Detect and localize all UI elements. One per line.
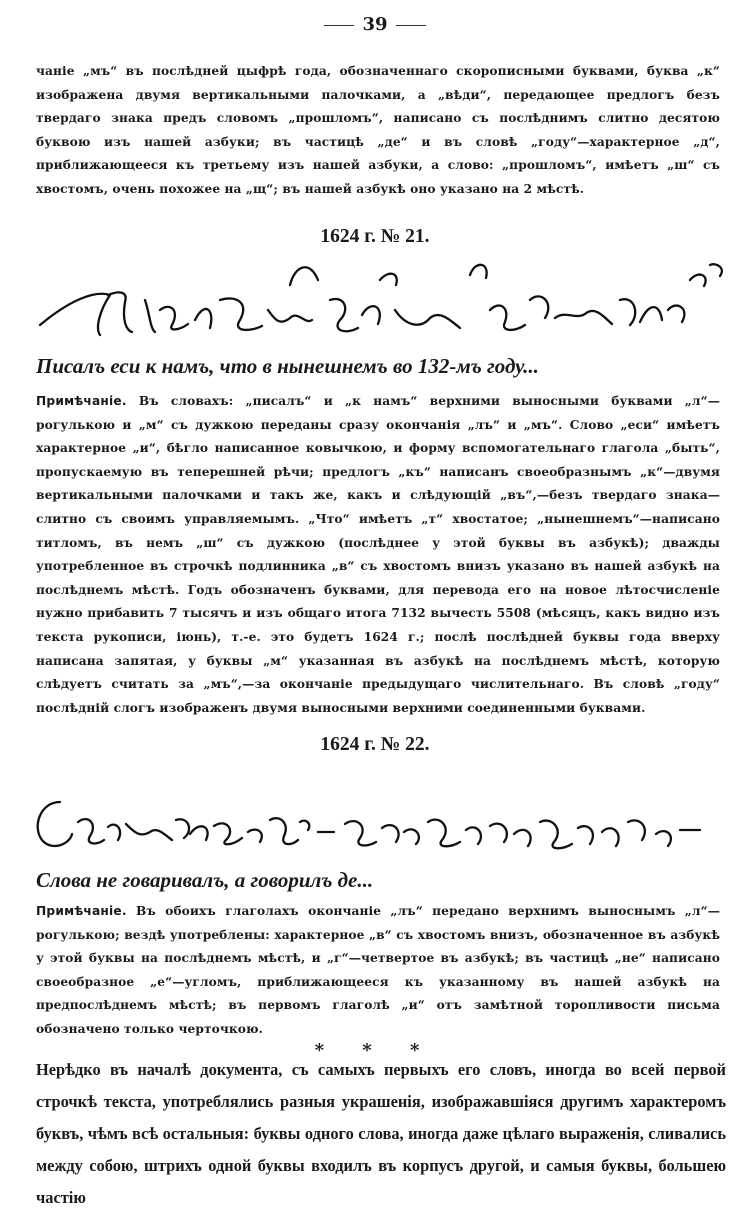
sample-22-note-lead: Примѣчаніе.: [36, 904, 127, 918]
sample-22-translation: Слова не говаривалъ, а говорилъ де...: [36, 868, 374, 892]
closing-paragraph: Нерѣдко въ началѣ документа, съ самыхъ первыхъ его словъ, иногда во всей первой строчкѣ текста, употреблялись разныя украшенія, изображавшіяся другимъ характеромъ буквъ, чѣмъ всѣ остальныя: буквы одного слова, иногда даже цѣлаго выраженія, сливались между собою, штрихъ одной буквы входилъ въ корпусъ другой, и самыя буквы, большею частію: [36, 1060, 726, 1207]
sample-22-heading: 1624 г. № 22.: [320, 734, 430, 755]
sample-22-note-text: Въ обоихъ глаголахъ окончаніе „лъ“ передано верхнимъ выноснымъ „л“—рогулькою; вездѣ употреблены: характерное „в“ съ хвостомъ внизъ, обозначенное въ азбукѣ у этой буквы на послѣднемъ мѣстѣ, и „г“—четвертое въ азбукѣ; въ частицѣ „не“ написано своеобразное „е“—угломъ, приближающееся къ указанному въ нашей азбукѣ на предпослѣднемъ мѣстѣ; въ первомъ глаголѣ „и“ отъ замѣтной торопливости письма обозначено только черточкою.: [36, 904, 721, 1036]
sample-21-note: [36, 390, 720, 720]
sample-21-note-lead: Примѣчаніе.: [36, 394, 127, 408]
header-dash-right: [396, 25, 426, 26]
sample-21-translation: Писалъ еси к намъ, что в нынешнемъ во 132-мъ году...: [36, 354, 539, 378]
page-header: [0, 14, 750, 35]
sample-21-handwriting-image: [0, 240, 750, 350]
header-dash-left: [324, 25, 354, 26]
sample-21-heading: 1624 г. № 21.: [320, 226, 430, 247]
page-number: 39: [362, 14, 388, 35]
section-separator: * * *: [314, 1040, 436, 1061]
intro-paragraph: чаніе „мъ“ въ послѣдней цыфрѣ года, обозначеннаго скорописными буквами, буква „к“ изображена двумя вертикальными палочками, а „вѣди“, передающее предлогъ безъ твердаго знака предъ словомъ „прошломъ“, написано съ послѣднимъ слитно десятою буквою изъ нашей азбуки; въ частицѣ „де“ и въ словѣ „году“—характерное „д“, приближающееся къ третьему изъ нашей азбуки, а слово: „прошломъ“, имѣетъ „ш“ съ хвостомъ, очень похожее на „щ“; въ нашей азбукѣ оно указано на 2 мѣстѣ.: [36, 64, 720, 196]
sample-22-handwriting-image: [0, 772, 750, 868]
sample-21-note-text: Въ словахъ: „писалъ“ и „к намъ“ верхними выносными буквами „л“—рогулькою и „м“ съ дужкою переданы сразу окончанія „лъ“ и „мъ“. Слово „еси“ имѣетъ характерное „и“, бѣгло написанное ковычкою, и форму вспомогательнаго глагола „быть“, пропускаемую въ теперешней рѣчи; предлогъ „къ“ написанъ своеобразнымъ „к“—двумя вертикальными палочками и такъ же, какъ и слѣдующій „въ“,—безъ твердаго знака—слитно съ своимъ управляемымъ. „Что“ имѣетъ „т“ хвостатое; „нынешнемъ“—написано титломъ, въ немъ „ш“ съ дужкою (послѣднее у этой буквы въ азбукѣ); дважды употребленное въ строчкѣ подлинника „в“ съ хвостомъ внизъ указано въ нашей азбукѣ на послѣднемъ мѣстѣ. Годъ обозначенъ буквами, для перевода его на новое лѣтосчисленіе нужно прибавить 7 тысячъ и изъ общаго итога 7132 вычесть 5508 (мѣсяцъ, какъ видно изъ текста рукописи, іюнь), т.-е. это будетъ 1624 г.; послѣ послѣдней буквы года вверху написана запятая, у буквы „м“ указанная въ азбукѣ на послѣднемъ мѣстѣ, которую слѣдуетъ считать за „мъ“,—за окончаніе предыдущаго числительнаго. Въ словѣ „году“ послѣдній слогъ изображенъ двумя выносными верхними соединенными буквами.: [36, 394, 721, 715]
sample-22-note: [36, 900, 720, 1042]
